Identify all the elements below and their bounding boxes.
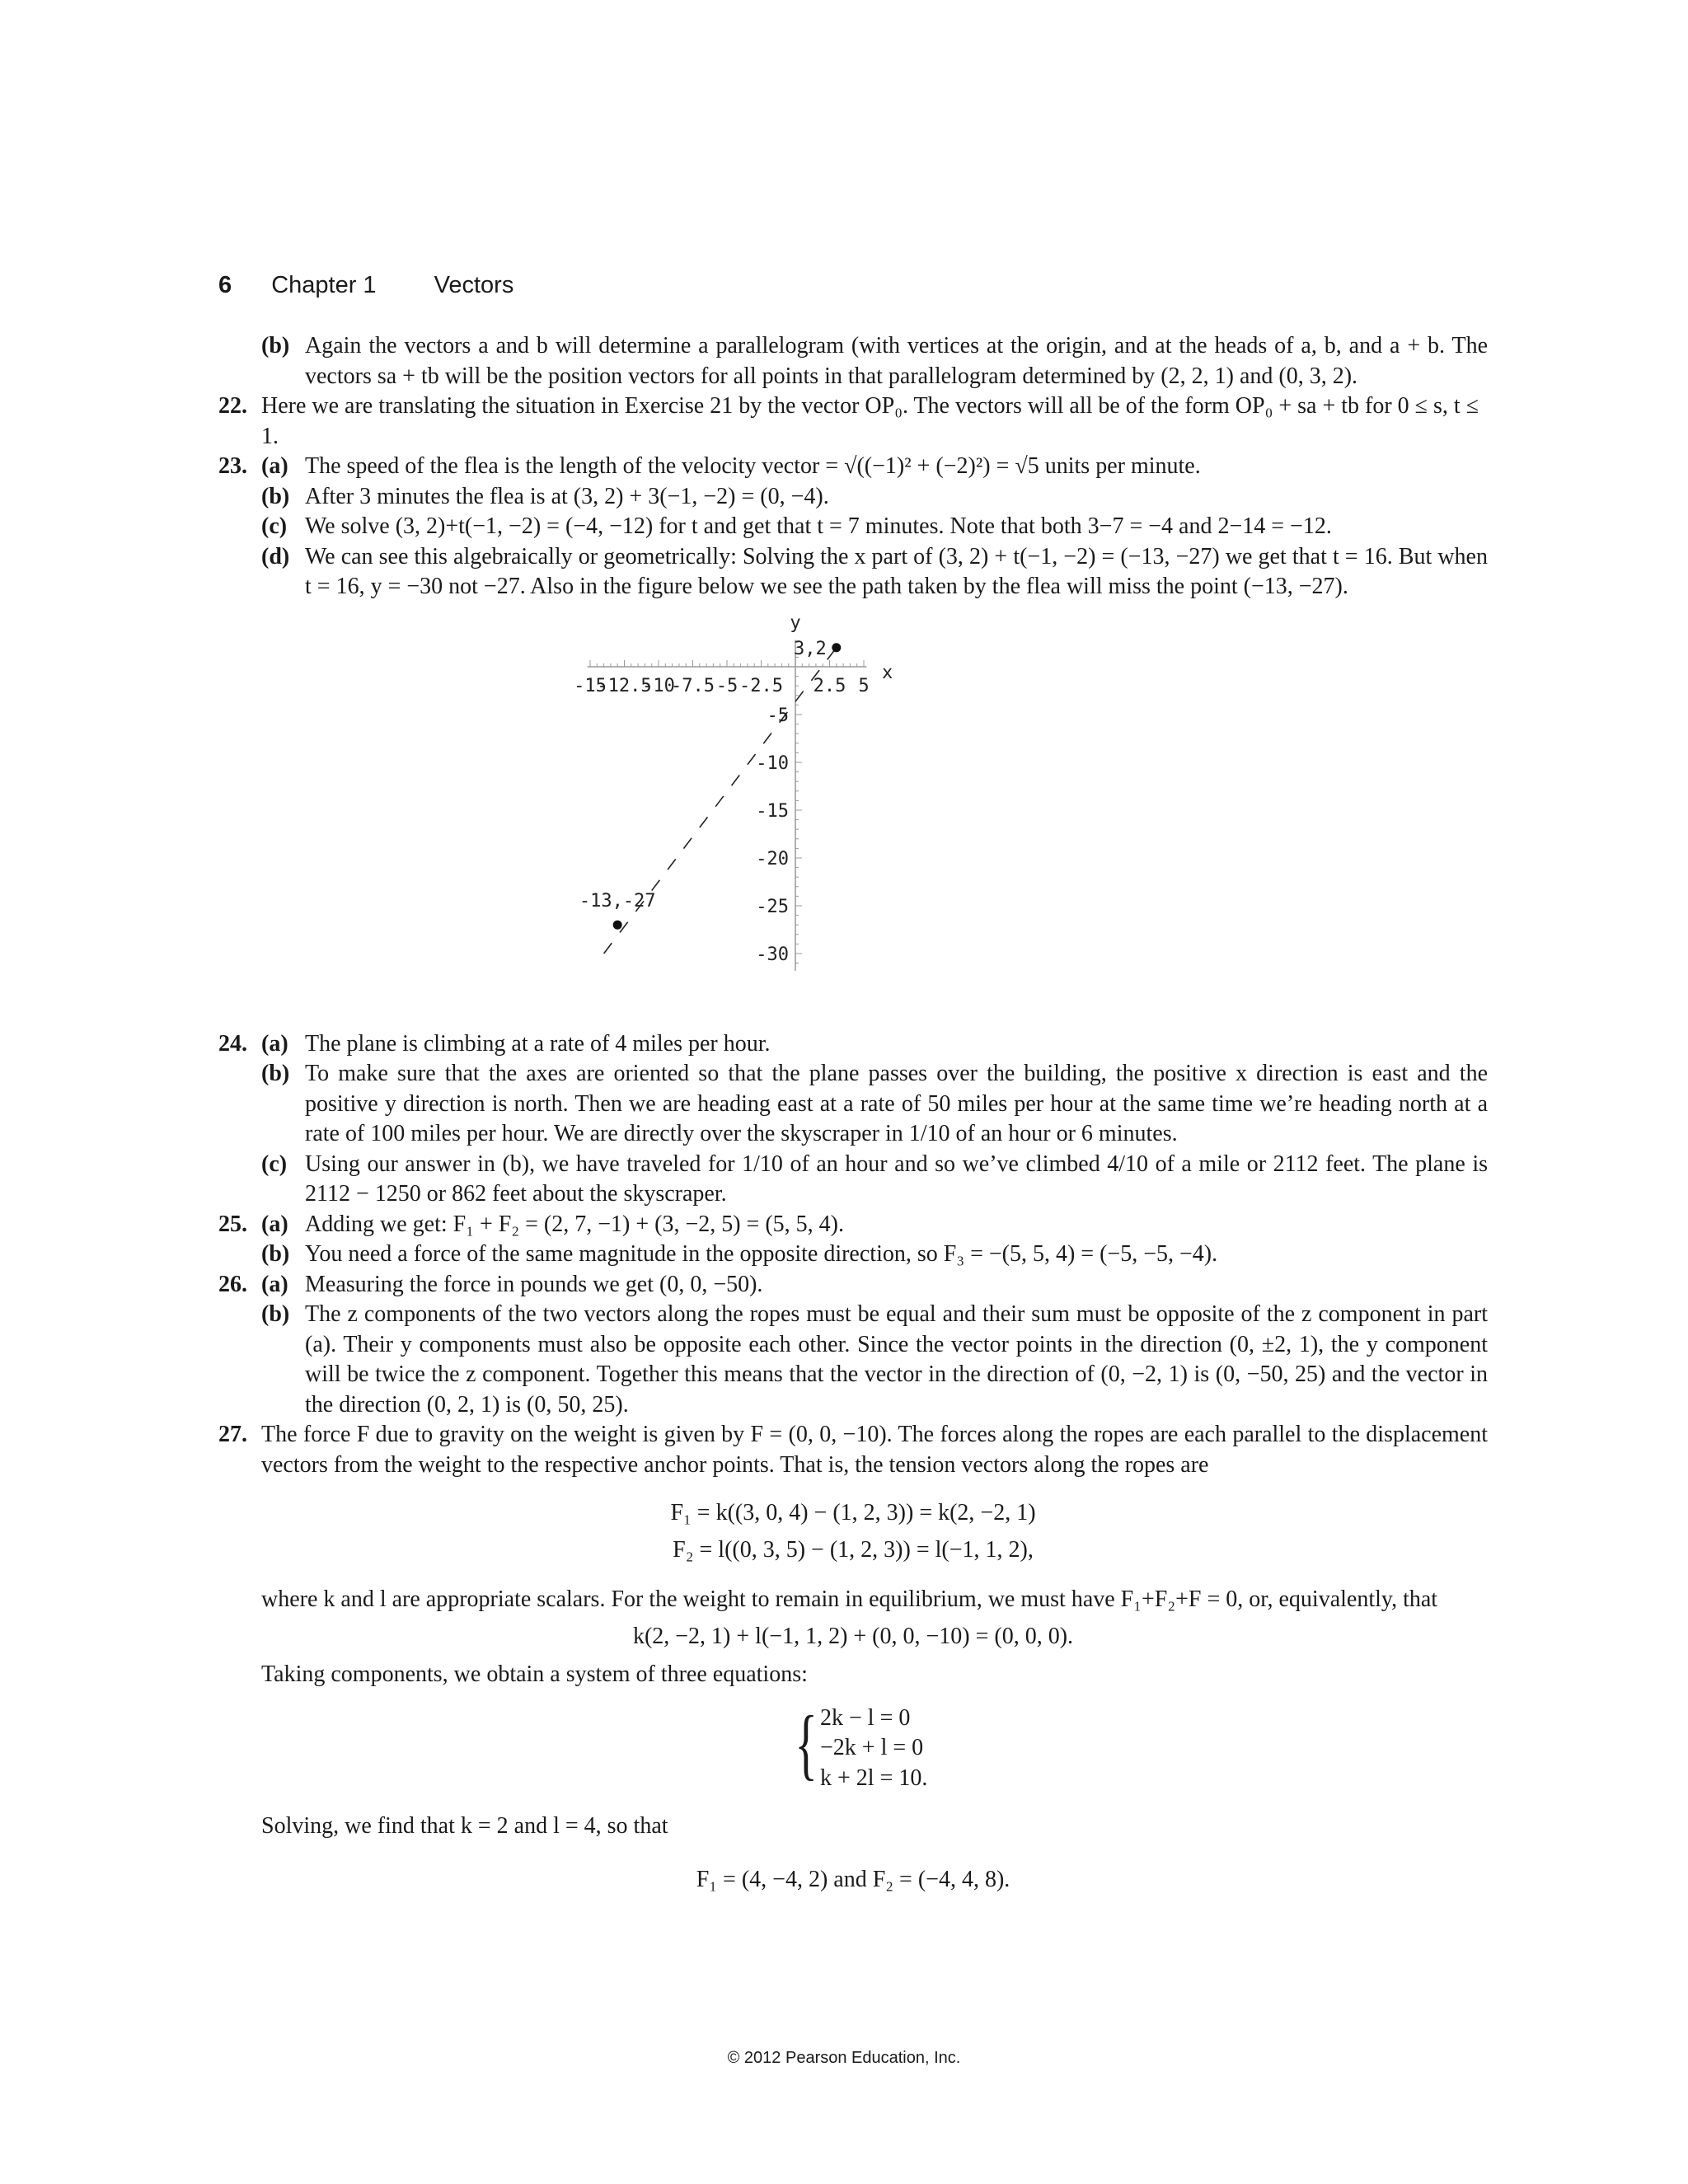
- x-axis-label: x: [882, 662, 893, 683]
- copyright-footer: © 2012 Pearson Education, Inc.: [727, 2049, 961, 2067]
- exercise-26a: [261, 1270, 1488, 1301]
- part-text: Again the vectors a and b will determine a parallelogram (with vertices at the origin, and at the heads of a, b, and a + b. The vectors sa + tb will be the position vectors for all points in that parallelogram determined by (2, 2, 1) and (0, 3, 2).: [305, 333, 1488, 389]
- part-text: Using our answer in (b), we have traveled for 1/10 of an hour and so we’ve climbed 4/10 of a mile or 2112 feet. The plane is 2112 − 1250 or 862 feet about the skyscraper.: [305, 1151, 1488, 1207]
- system-eq-2: −2k + l = 0: [820, 1735, 924, 1760]
- exercise-21b: [261, 331, 1488, 391]
- exercise-number: 25.: [218, 1211, 247, 1237]
- exercise-25: [218, 1210, 1488, 1270]
- y-tick-label: -5: [767, 705, 789, 726]
- running-header: [218, 272, 513, 299]
- y-tick-label: -10: [756, 752, 789, 774]
- exercise-27: [218, 1420, 1488, 1480]
- data-point: [613, 920, 622, 929]
- exercise-number: 24.: [218, 1030, 247, 1057]
- equation-system: [787, 1699, 1067, 1794]
- x-tick-label: -5: [715, 675, 738, 696]
- x-tick-label: -12.5: [597, 675, 652, 696]
- part-label: (c): [261, 513, 288, 539]
- chapter-title: Vectors: [434, 272, 514, 298]
- part-label: (b): [261, 1061, 290, 1086]
- exercise-number: 23.: [218, 453, 247, 479]
- equation-equilibrium: k(2, −2, 1) + l(−1, 1, 2) + (0, 0, −10) = (0, 0, 0).: [632, 1623, 1074, 1649]
- part-text: You need a force of the same magnitude in the opposite direction, so F₃ = −(5, 5, 4) = (−5, −5, −4).: [305, 1241, 1218, 1267]
- part-text: After 3 minutes the flea is at (3, 2) + 3(−1, −2) = (0, −4).: [305, 483, 829, 509]
- part-label: (b): [261, 1241, 290, 1267]
- part-label: (b): [261, 333, 290, 359]
- y-axis-label: y: [790, 612, 801, 634]
- data-point: [832, 643, 841, 652]
- solving-text: Solving, we find that k = 2 and l = 4, so that: [261, 1813, 668, 1839]
- x-tick-label: -10: [642, 675, 675, 696]
- part-label: (c): [261, 1151, 288, 1177]
- x-tick-label: 5: [858, 675, 870, 696]
- x-tick-label: 2.5: [813, 675, 846, 696]
- part-label: (a): [261, 1030, 288, 1057]
- exercise-24: [218, 1029, 1488, 1210]
- exercise-number: 26.: [218, 1271, 247, 1297]
- exercise-23b: [261, 482, 1488, 513]
- exercise-24c: [261, 1150, 1488, 1210]
- exercise-23d: [261, 542, 1488, 602]
- exercise-25b: [261, 1240, 1488, 1270]
- part-label: (b): [261, 1301, 290, 1327]
- x-tick-label: -15: [574, 675, 607, 696]
- part-label: (b): [261, 483, 290, 509]
- point-label: 3,2: [794, 638, 827, 659]
- part-text: The z components of the two vectors along the ropes must be equal and their sum must be opposite of the z component in part (a). Their y components must also be opposite each other. Since the vector points in the direction (0, ±2, 1), the y component will be twice the z component. Together this means that the vector in the direction of (0, −2, 1) is (0, −50, 25) and the vector in the direction (0, 2, 1) is (0, 50, 25).: [305, 1301, 1488, 1418]
- part-label: (a): [261, 1211, 288, 1237]
- exercise-24b: [261, 1059, 1488, 1150]
- part-text: We solve (3, 2)+t(−1, −2) = (−4, −12) for t and get that t = 7 minutes. Note that both 3−7 = −4 and 2−14 = −12.: [305, 513, 1332, 539]
- y-tick-label: -30: [756, 944, 789, 965]
- exercise-text: The force F due to gravity on the weight is given by F = (0, 0, −10). The forces along the ropes are each parallel to the displacement vectors from the weight to the respective anchor points. That is, the tension vectors along the ropes are: [261, 1422, 1488, 1478]
- y-tick-label: -20: [756, 848, 789, 869]
- y-tick-label: -25: [756, 896, 789, 917]
- exercise-22: [218, 391, 1488, 452]
- chapter-label: Chapter 1: [271, 272, 377, 298]
- part-text: To make sure that the axes are oriented so that the plane passes over the building, the positive x direction is east and the positive y direction is north. Then we are heading east at a rate of 50 miles per hour at the same time we’re heading north at a rate of 100 miles per hour. We are directly over the skyscraper in 1/10 of an hour or 6 minutes.: [305, 1061, 1488, 1146]
- exercise-26: [218, 1270, 1488, 1421]
- part-text: We can see this algebraically or geometrically: Solving the x part of (3, 2) + t(−1, −2) = (−13, −27) we get that t = 16. But when t = 16, y = −30 not −27. Also in the figure below we see the path taken by the flea will miss the point (−13, −27).: [305, 543, 1488, 599]
- equation-final: F₁ = (4, −4, 2) and F₂ = (−4, 4, 8).: [696, 1866, 1010, 1892]
- part-label: (d): [261, 543, 290, 569]
- equation-f2: F₂ = l((0, 3, 5) − (1, 2, 3)) = l(−1, 1, 2),: [673, 1536, 1034, 1563]
- page-body: [218, 331, 1488, 1901]
- exercise-24a: [261, 1029, 1488, 1060]
- x-tick-label: -2.5: [739, 675, 783, 696]
- y-tick-label: -15: [756, 800, 789, 822]
- part-text: The plane is climbing at a rate of 4 miles per hour.: [305, 1030, 771, 1057]
- exercise-23: [218, 452, 1488, 602]
- equilibrium-text: where k and l are appropriate scalars. For the weight to remain in equilibrium, we must have F₁+F₂+F = 0, or, equivalently, that: [261, 1586, 1438, 1612]
- equation-f1: F₁ = k((3, 0, 4) − (1, 2, 3)) = k(2, −2, 1): [670, 1500, 1036, 1526]
- left-brace: {: [795, 1699, 818, 1788]
- part-text: The speed of the flea is the length of the velocity vector = √((−1)² + (−2)²) = √5 units per minute.: [305, 453, 1201, 479]
- part-text: Measuring the force in pounds we get (0, 0, −50).: [305, 1271, 763, 1297]
- part-text: Adding we get: F₁ + F₂ = (2, 7, −1) + (3, −2, 5) = (5, 5, 4).: [305, 1211, 844, 1237]
- point-label: -13,-27: [579, 890, 656, 912]
- exercise-number: 22.: [218, 393, 247, 419]
- exercise-25a: [261, 1210, 1488, 1240]
- flea-path-figure: [218, 609, 1488, 1021]
- part-label: (a): [261, 1271, 288, 1297]
- components-text: Taking components, we obtain a system of three equations:: [261, 1661, 808, 1687]
- exercise-26b: [261, 1300, 1488, 1420]
- flea-path-plot: [548, 609, 1175, 1013]
- exercise-23c: [261, 512, 1488, 542]
- system-eq-1: 2k − l = 0: [820, 1704, 911, 1731]
- exercise-text: Here we are translating the situation in Exercise 21 by the vector OP₀. The vectors will all be of the form OP₀ + sa + tb for 0 ≤ s, t ≤ 1.: [261, 393, 1479, 449]
- exercise-number: 27.: [218, 1422, 247, 1447]
- x-tick-label: -7.5: [671, 675, 715, 696]
- system-eq-3: k + 2l = 10.: [820, 1765, 928, 1791]
- exercise-23a: [261, 452, 1488, 482]
- part-label: (a): [261, 453, 288, 479]
- page-number: 6: [218, 272, 232, 298]
